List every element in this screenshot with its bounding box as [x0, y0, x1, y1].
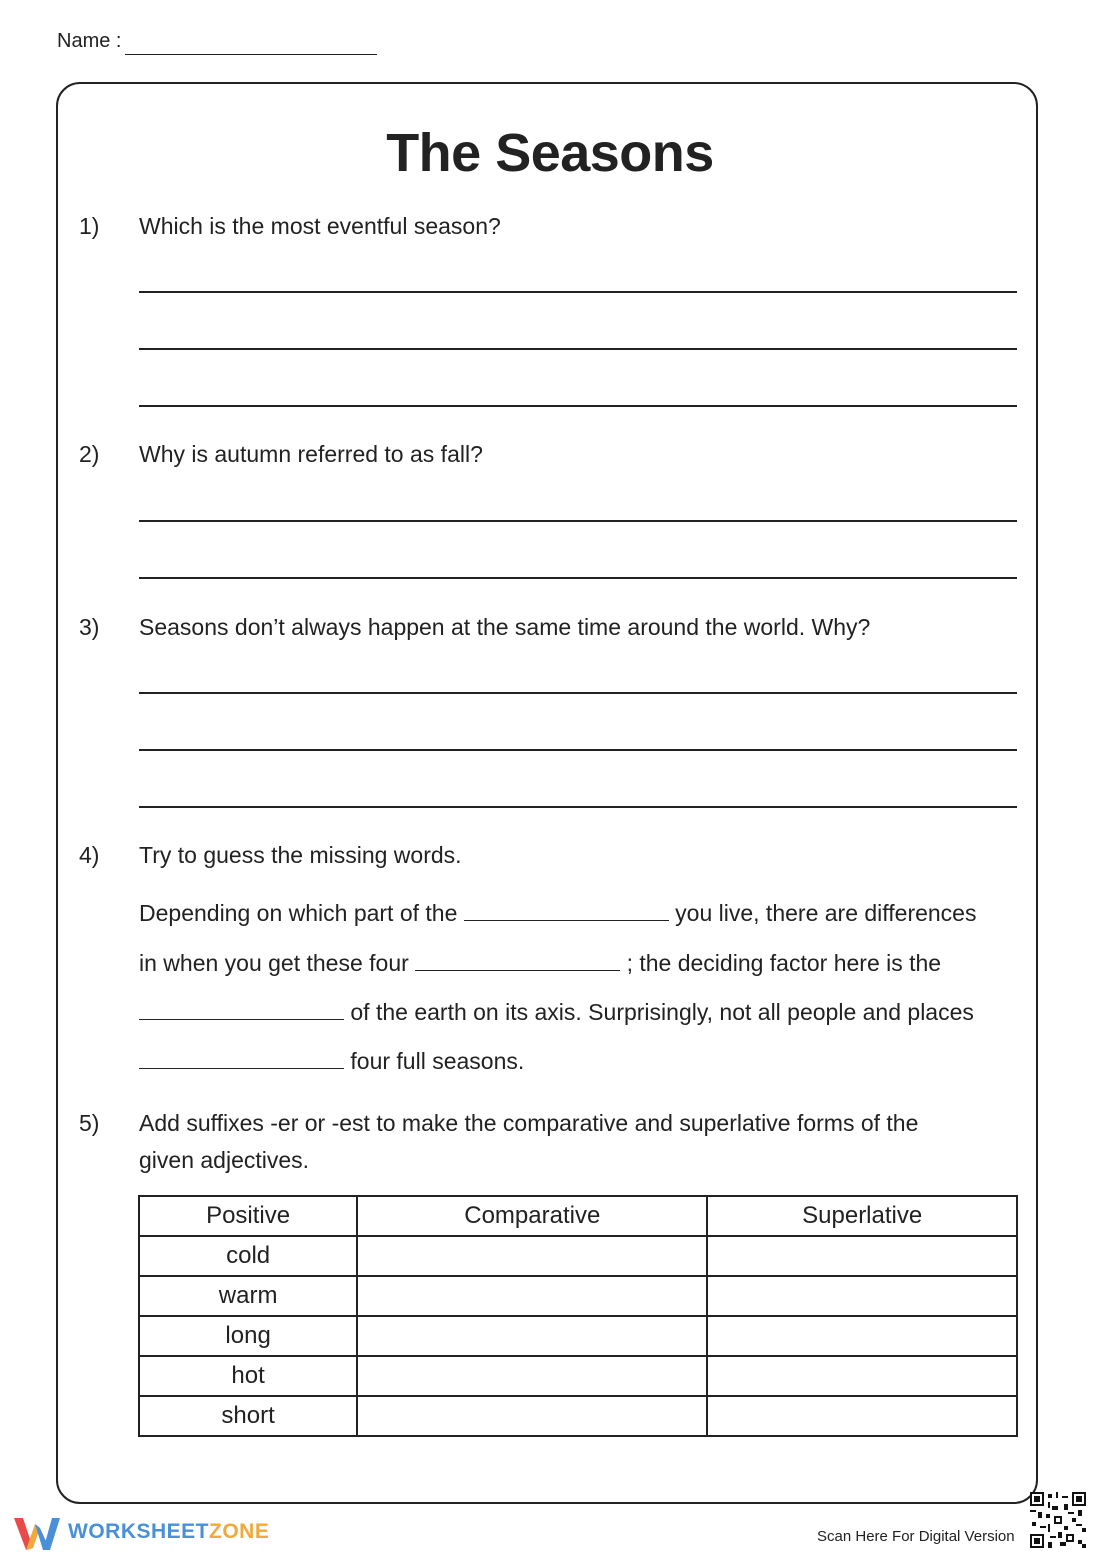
worksheet-title: The Seasons: [386, 123, 714, 183]
answer-line[interactable]: [139, 520, 1017, 522]
comparative-answer-cell[interactable]: [357, 1396, 707, 1436]
answer-line[interactable]: [139, 692, 1017, 694]
question-5-text-line-2: given adjectives.: [139, 1147, 310, 1173]
cloze-line-3: [139, 997, 974, 1026]
column-header-superlative: Superlative: [707, 1196, 1017, 1236]
superlative-answer-cell[interactable]: [707, 1236, 1017, 1276]
cloze-text: four full seasons.: [350, 1048, 525, 1074]
table-header-row: [139, 1196, 1017, 1236]
answer-line[interactable]: [139, 806, 1017, 808]
cloze-text: you live, there are differences: [675, 900, 977, 926]
answer-line[interactable]: [139, 749, 1017, 751]
answer-line[interactable]: [139, 291, 1017, 293]
table-row: [139, 1396, 1017, 1436]
cloze-text: Depending on which part of the: [139, 900, 458, 926]
question-5-number: 5): [79, 1110, 100, 1136]
table-row: [139, 1356, 1017, 1396]
question-1-number: 1): [79, 213, 100, 239]
table-row: [139, 1276, 1017, 1316]
cloze-line-4: [139, 1046, 524, 1075]
comparative-answer-cell[interactable]: [357, 1236, 707, 1276]
cloze-blank[interactable]: [464, 898, 669, 921]
answer-line[interactable]: [139, 405, 1017, 407]
question-4-text: Try to guess the missing words.: [139, 842, 462, 868]
table-row: [139, 1316, 1017, 1356]
positive-cell: warm: [139, 1276, 357, 1316]
brand-part-2: ZONE: [209, 1520, 270, 1543]
qr-code-icon[interactable]: [1030, 1492, 1086, 1548]
adjective-table: [138, 1195, 1018, 1437]
superlative-answer-cell[interactable]: [707, 1316, 1017, 1356]
cloze-line-1: [139, 898, 976, 927]
comparative-answer-cell[interactable]: [357, 1316, 707, 1356]
superlative-answer-cell[interactable]: [707, 1396, 1017, 1436]
cloze-blank[interactable]: [415, 948, 620, 971]
cloze-line-2: [139, 948, 941, 977]
answer-line[interactable]: [139, 348, 1017, 350]
question-3-text: Seasons don’t always happen at the same time around the world. Why?: [139, 614, 871, 640]
cloze-blank[interactable]: [139, 997, 344, 1020]
comparative-answer-cell[interactable]: [357, 1356, 707, 1396]
question-4-number: 4): [79, 842, 100, 868]
cloze-text: ; the deciding factor here is the: [626, 950, 942, 976]
superlative-answer-cell[interactable]: [707, 1356, 1017, 1396]
positive-cell: short: [139, 1396, 357, 1436]
table-row: [139, 1236, 1017, 1276]
answer-line[interactable]: [139, 577, 1017, 579]
name-label: Name :: [57, 30, 122, 52]
superlative-answer-cell[interactable]: [707, 1276, 1017, 1316]
positive-cell: hot: [139, 1356, 357, 1396]
question-2-text: Why is autumn referred to as fall?: [139, 441, 483, 467]
question-1-text: Which is the most eventful season?: [139, 213, 501, 239]
scan-caption: Scan Here For Digital Version: [817, 1528, 1015, 1545]
cloze-text: of the earth on its axis. Surprisingly, not all people and places: [350, 999, 974, 1025]
cloze-blank[interactable]: [139, 1046, 344, 1069]
comparative-answer-cell[interactable]: [357, 1276, 707, 1316]
column-header-comparative: Comparative: [357, 1196, 707, 1236]
column-header-positive: Positive: [139, 1196, 357, 1236]
question-2-number: 2): [79, 441, 100, 467]
name-input-line[interactable]: [125, 54, 377, 55]
brand-name[interactable]: [68, 1520, 269, 1544]
positive-cell: cold: [139, 1236, 357, 1276]
cloze-text: in when you get these four: [139, 950, 409, 976]
worksheetzone-logo-icon: [14, 1516, 60, 1552]
question-5-text-line-1: Add suffixes -er or -est to make the comparative and superlative forms of the: [139, 1110, 919, 1136]
brand-part-1: WORKSHEET: [68, 1520, 209, 1543]
question-3-number: 3): [79, 614, 100, 640]
positive-cell: long: [139, 1316, 357, 1356]
